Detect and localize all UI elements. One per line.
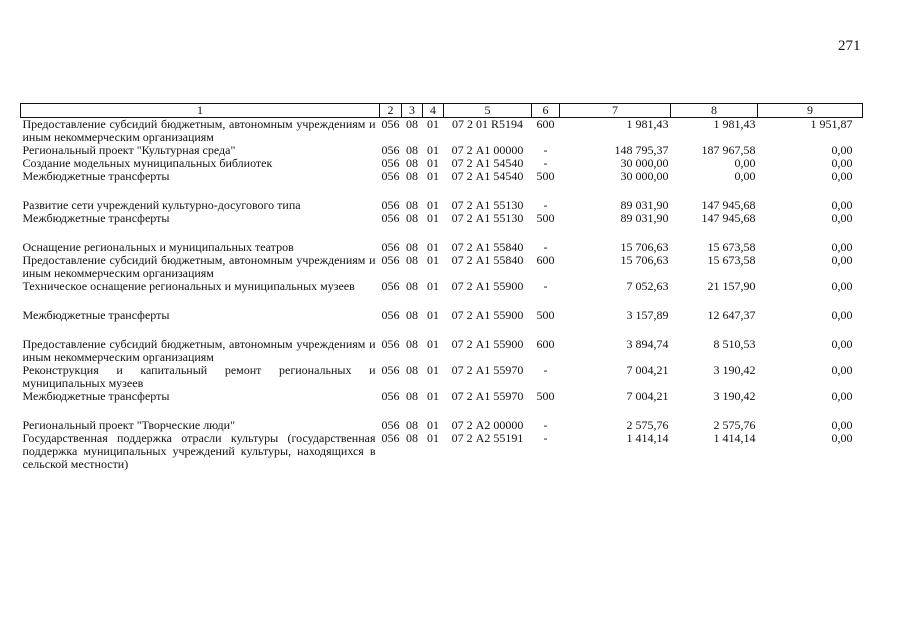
cell-subsection: 01 (427, 389, 439, 403)
cell-target-code: 07 2 А2 55191 (451, 431, 524, 445)
cell-amount-3: 0,00 (831, 240, 853, 254)
cell-target-code: 07 2 01 R5194 (451, 117, 523, 131)
row-name: Межбюджетные трансферты (22, 169, 170, 183)
cell-section: 08 (406, 279, 418, 293)
row-name: Развитие сети учреждений культурно-досугового типа (22, 198, 301, 212)
cell-ministry: 056 (381, 431, 400, 445)
cell-expense-type: 600 (536, 253, 555, 267)
cell-section: 08 (406, 143, 418, 157)
cell-target-code: 07 2 А1 55900 (451, 337, 524, 351)
cell-ministry: 056 (381, 337, 400, 351)
cell-amount-1: 30 000,00 (620, 156, 669, 170)
cell-target-code: 07 2 А1 55970 (451, 389, 524, 403)
cell-expense-type: 500 (536, 308, 555, 322)
cell-amount-1: 15 706,63 (620, 253, 669, 267)
cell-ministry: 056 (381, 156, 400, 170)
cell-target-code: 07 2 А1 55840 (451, 253, 524, 267)
row-name: Предоставление субсидий бюджетным, автономным учреждениям и иным некоммерческим организациям (22, 337, 376, 364)
cell-amount-3: 1 951,87 (810, 117, 853, 131)
cell-amount-1: 3 157,89 (626, 308, 669, 322)
cell-section: 08 (406, 389, 418, 403)
row-name: Государственная поддержка отрасли культуры (государственная поддержка муниципальных учреждений культуры, находящихся в сельской местности) (22, 431, 376, 471)
cell-amount-2: 21 157,90 (707, 279, 756, 293)
cell-subsection: 01 (427, 253, 439, 267)
cell-subsection: 01 (427, 198, 439, 212)
cell-section: 08 (406, 169, 418, 183)
cell-amount-1: 7 004,21 (626, 363, 669, 377)
row-name: Межбюджетные трансферты (22, 211, 170, 225)
table-row (21, 280, 863, 293)
cell-amount-2: 147 945,68 (701, 198, 756, 212)
cell-amount-1: 3 894,74 (626, 337, 669, 351)
table-body (21, 118, 863, 472)
cell-amount-3: 0,00 (831, 418, 853, 432)
cell-subsection: 01 (427, 363, 439, 377)
cell-expense-type: 600 (536, 337, 555, 351)
cell-subsection: 01 (427, 143, 439, 157)
cell-section: 08 (406, 418, 418, 432)
cell-amount-3: 0,00 (831, 169, 853, 183)
cell-subsection: 01 (427, 211, 439, 225)
cell-amount-3: 0,00 (831, 431, 853, 445)
budget-table (20, 103, 863, 471)
cell-section: 08 (406, 198, 418, 212)
cell-target-code: 07 2 А1 55970 (451, 363, 524, 377)
row-name: Региональный проект "Культурная среда" (22, 143, 236, 157)
cell-expense-type: - (543, 363, 548, 377)
page-number: 271 (838, 38, 861, 54)
cell-amount-2: 12 647,37 (707, 308, 756, 322)
cell-amount-2: 15 673,58 (707, 253, 756, 267)
cell-subsection: 01 (427, 337, 439, 351)
cell-amount-3: 0,00 (831, 308, 853, 322)
cell-amount-1: 30 000,00 (620, 169, 669, 183)
cell-section: 08 (406, 363, 418, 377)
row-spacer (21, 403, 863, 419)
header-col-3: 3 (402, 104, 423, 118)
cell-ministry: 056 (381, 389, 400, 403)
row-name: Региональный проект "Творческие люди" (22, 418, 235, 432)
cell-amount-2: 0,00 (734, 169, 756, 183)
table-row (21, 254, 863, 280)
header-col-2: 2 (380, 104, 402, 118)
cell-section: 08 (406, 117, 418, 131)
cell-subsection: 01 (427, 169, 439, 183)
cell-section: 08 (406, 156, 418, 170)
table-row (21, 364, 863, 390)
row-name: Предоставление субсидий бюджетным, автономным учреждениям и иным некоммерческим организациям (22, 117, 376, 144)
cell-target-code: 07 2 А1 00000 (451, 143, 524, 157)
cell-amount-1: 1 414,14 (626, 431, 669, 445)
header-col-9: 9 (758, 104, 863, 118)
cell-amount-3: 0,00 (831, 253, 853, 267)
cell-amount-2: 3 190,42 (713, 363, 756, 377)
header-col-1: 1 (21, 104, 380, 118)
cell-amount-1: 7 052,63 (626, 279, 669, 293)
cell-target-code: 07 2 А2 00000 (451, 418, 524, 432)
cell-amount-3: 0,00 (831, 156, 853, 170)
cell-expense-type: - (543, 143, 548, 157)
table-row (21, 170, 863, 183)
cell-target-code: 07 2 А1 54540 (451, 169, 524, 183)
header-col-4: 4 (423, 104, 444, 118)
header-col-6: 6 (532, 104, 560, 118)
cell-section: 08 (406, 337, 418, 351)
cell-amount-1: 15 706,63 (620, 240, 669, 254)
cell-ministry: 056 (381, 253, 400, 267)
cell-target-code: 07 2 А1 55900 (451, 308, 524, 322)
cell-target-code: 07 2 А1 55130 (451, 211, 524, 225)
cell-ministry: 056 (381, 169, 400, 183)
cell-ministry: 056 (381, 363, 400, 377)
cell-target-code: 07 2 А1 55130 (451, 198, 524, 212)
row-name: Предоставление субсидий бюджетным, автономным учреждениям и иным некоммерческим организациям (22, 253, 376, 280)
row-name: Межбюджетные трансферты (22, 308, 170, 322)
cell-ministry: 056 (381, 211, 400, 225)
cell-amount-1: 7 004,21 (626, 389, 669, 403)
row-spacer (21, 293, 863, 309)
cell-section: 08 (406, 253, 418, 267)
cell-subsection: 01 (427, 418, 439, 432)
row-name: Техническое оснащение региональных и муниципальных музеев (22, 279, 355, 293)
table-row (21, 338, 863, 364)
table-row (21, 212, 863, 225)
cell-amount-1: 89 031,90 (620, 211, 669, 225)
row-name: Создание модельных муниципальных библиотек (22, 156, 273, 170)
header-col-8: 8 (671, 104, 758, 118)
cell-amount-3: 0,00 (831, 279, 853, 293)
cell-ministry: 056 (381, 117, 400, 131)
cell-section: 08 (406, 308, 418, 322)
cell-subsection: 01 (427, 279, 439, 293)
cell-expense-type: - (543, 156, 548, 170)
cell-target-code: 07 2 А1 55900 (451, 279, 524, 293)
cell-amount-2: 1 414,14 (713, 431, 756, 445)
cell-expense-type: 500 (536, 389, 555, 403)
cell-amount-2: 0,00 (734, 156, 756, 170)
table-row (21, 118, 863, 145)
cell-ministry: 056 (381, 240, 400, 254)
cell-ministry: 056 (381, 418, 400, 432)
cell-amount-1: 148 795,37 (614, 143, 669, 157)
row-spacer (21, 322, 863, 338)
cell-section: 08 (406, 240, 418, 254)
cell-amount-3: 0,00 (831, 143, 853, 157)
cell-amount-3: 0,00 (831, 198, 853, 212)
table-row (21, 309, 863, 322)
cell-ministry: 056 (381, 143, 400, 157)
cell-target-code: 07 2 А1 55840 (451, 240, 524, 254)
cell-expense-type: 500 (536, 211, 555, 225)
cell-amount-2: 147 945,68 (701, 211, 756, 225)
cell-subsection: 01 (427, 156, 439, 170)
cell-amount-1: 2 575,76 (626, 418, 669, 432)
cell-amount-3: 0,00 (831, 211, 853, 225)
cell-expense-type: 600 (536, 117, 555, 131)
cell-subsection: 01 (427, 240, 439, 254)
cell-subsection: 01 (427, 431, 439, 445)
table-header-row (21, 104, 863, 118)
cell-expense-type: 500 (536, 169, 555, 183)
cell-section: 08 (406, 431, 418, 445)
cell-ministry: 056 (381, 198, 400, 212)
table-row (21, 432, 863, 471)
cell-expense-type: - (543, 431, 548, 445)
row-spacer (21, 183, 863, 199)
cell-amount-1: 1 981,43 (626, 117, 669, 131)
cell-expense-type: - (543, 198, 548, 212)
row-name: Межбюджетные трансферты (22, 389, 170, 403)
cell-amount-2: 3 190,42 (713, 389, 756, 403)
cell-expense-type: - (543, 418, 548, 432)
cell-amount-2: 1 981,43 (713, 117, 756, 131)
row-name: Реконструкция и капитальный ремонт региональных и муниципальных музеев (22, 363, 376, 390)
cell-subsection: 01 (427, 308, 439, 322)
cell-amount-1: 89 031,90 (620, 198, 669, 212)
cell-amount-3: 0,00 (831, 363, 853, 377)
cell-section: 08 (406, 211, 418, 225)
cell-amount-3: 0,00 (831, 337, 853, 351)
cell-amount-2: 2 575,76 (713, 418, 756, 432)
cell-target-code: 07 2 А1 54540 (451, 156, 524, 170)
cell-amount-3: 0,00 (831, 389, 853, 403)
table-row (21, 390, 863, 403)
cell-subsection: 01 (427, 117, 439, 131)
row-name: Оснащение региональных и муниципальных театров (22, 240, 294, 254)
row-spacer (21, 225, 863, 241)
cell-amount-2: 8 510,53 (713, 337, 756, 351)
cell-ministry: 056 (381, 308, 400, 322)
header-col-5: 5 (444, 104, 532, 118)
cell-amount-2: 15 673,58 (707, 240, 756, 254)
cell-expense-type: - (543, 240, 548, 254)
cell-expense-type: - (543, 279, 548, 293)
header-col-7: 7 (560, 104, 671, 118)
cell-amount-2: 187 967,58 (701, 143, 756, 157)
cell-ministry: 056 (381, 279, 400, 293)
